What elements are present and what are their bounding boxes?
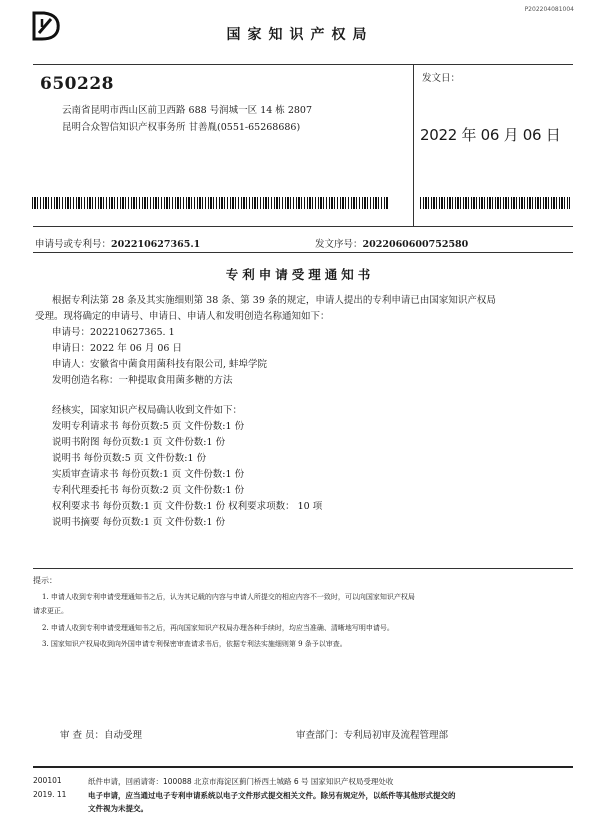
examiner-line: 审 查 员：自动受理 — [60, 730, 143, 741]
notice-title: 专利申请受理通知书 — [225, 267, 375, 282]
barcode-main — [32, 197, 388, 209]
header-mid-rule — [33, 226, 573, 227]
application-number-field — [35, 236, 200, 250]
footer-electronic-notice: 电子申请，应当通过电子专利申请系统以电子文件形式提交相关文件。除另有规定外，以纸件等其他形式提交的 — [88, 791, 456, 800]
footer-form-version: 2019. 11 — [33, 790, 67, 799]
header-bottom-rule — [33, 252, 573, 253]
document-item: 实质审查请求书 每份页数:1 页 文件份数:1 份 — [52, 469, 245, 480]
postal-code: 650228 — [40, 74, 114, 94]
document-item: 说明书 每份页数:5 页 文件份数:1 份 — [52, 453, 207, 464]
document-item: 说明书摘要 每份页数:1 页 文件份数:1 份 — [52, 517, 226, 528]
footer-paper-notice: 纸件申请，回函请寄：100088 北京市海淀区蓟门桥西土城路 6 号 国家知识产权局受理处收 — [88, 777, 394, 786]
dispatch-serial: 2022060600752580 — [362, 239, 469, 250]
intro-line-1: 根据专利法第 28 条及其实施细则第 38 条、第 39 条的规定，申请人提出的专利申请已由国家知识产权局 — [52, 295, 496, 306]
application-number-label: 申请号或专利号： — [35, 239, 112, 250]
tips-top-rule — [33, 568, 573, 569]
dispatch-serial-field — [315, 236, 468, 250]
tip-item: 3. 国家知识产权局收到向外国申请专利保密审查请求书后，依据专利法实施细则第 9 条予以审查。 — [42, 640, 347, 648]
footer-electronic-notice-continued: 文件视为未提交。 — [88, 804, 148, 813]
document-item: 说明书附图 每份页数:1 页 文件份数:1 份 — [52, 437, 226, 448]
barcode-side — [420, 197, 570, 209]
document-item: 发明专利请求书 每份页数:5 页 文件份数:1 份 — [52, 421, 245, 432]
tip-item: 2. 申请人收到专利申请受理通知书之后，再向国家知识产权局办理各种手续时，均应当准确、清晰地写明申请号。 — [42, 624, 394, 632]
dispatch-date: 2022 年 06 月 06 日 — [420, 126, 561, 144]
footer-rule — [33, 766, 573, 769]
office-name: 国家知识产权局 — [226, 27, 374, 43]
document-item: 专利代理委托书 每份页数:2 页 文件份数:1 份 — [52, 485, 245, 496]
footer-form-code: 200101 — [33, 776, 62, 785]
address-line-2: 昆明合众智信知识产权事务所 甘善胤(0551-65268686) — [62, 122, 301, 133]
address-line-1: 云南省昆明市西山区前卫西路 688 号润城一区 14 栋 2807 — [62, 105, 312, 116]
application-date-line: 申请日：2022 年 06 月 06 日 — [52, 343, 182, 354]
document-item: 权利要求书 每份页数:1 页 文件份数:1 份 权利要求项数： 10 项 — [52, 501, 323, 512]
header-divider — [413, 64, 414, 226]
intro-line-2: 受理。现将确定的申请号、申请日、申请人和发明创造名称通知如下： — [35, 311, 330, 322]
applicant-line: 申请人：安徽省中菌食用菌科技有限公司, 蚌埠学院 — [52, 359, 268, 370]
header-top-rule — [33, 64, 573, 65]
tip-item: 1. 申请人收到专利申请受理通知书之后，认为其记载的内容与申请人所提交的相应内容不一致时，可以向国家知识产权局 — [42, 593, 415, 601]
dispatch-serial-label: 发文序号： — [315, 239, 363, 250]
department-line: 审查部门：专利局初审及流程管理部 — [296, 730, 449, 741]
application-number: 202210627365.1 — [111, 239, 201, 250]
invention-title-line: 发明创造名称：一种提取食用菌多糖的方法 — [52, 375, 233, 386]
tip-item-continued: 请求更正。 — [33, 607, 68, 615]
application-number-line: 申请号：202210627365. 1 — [52, 327, 175, 338]
tips-label: 提示： — [33, 576, 57, 585]
dispatch-date-label: 发文日： — [422, 73, 461, 84]
document-serial: P202204081004 — [524, 6, 574, 13]
received-intro: 经核实，国家知识产权局确认收到文件如下： — [52, 405, 243, 416]
